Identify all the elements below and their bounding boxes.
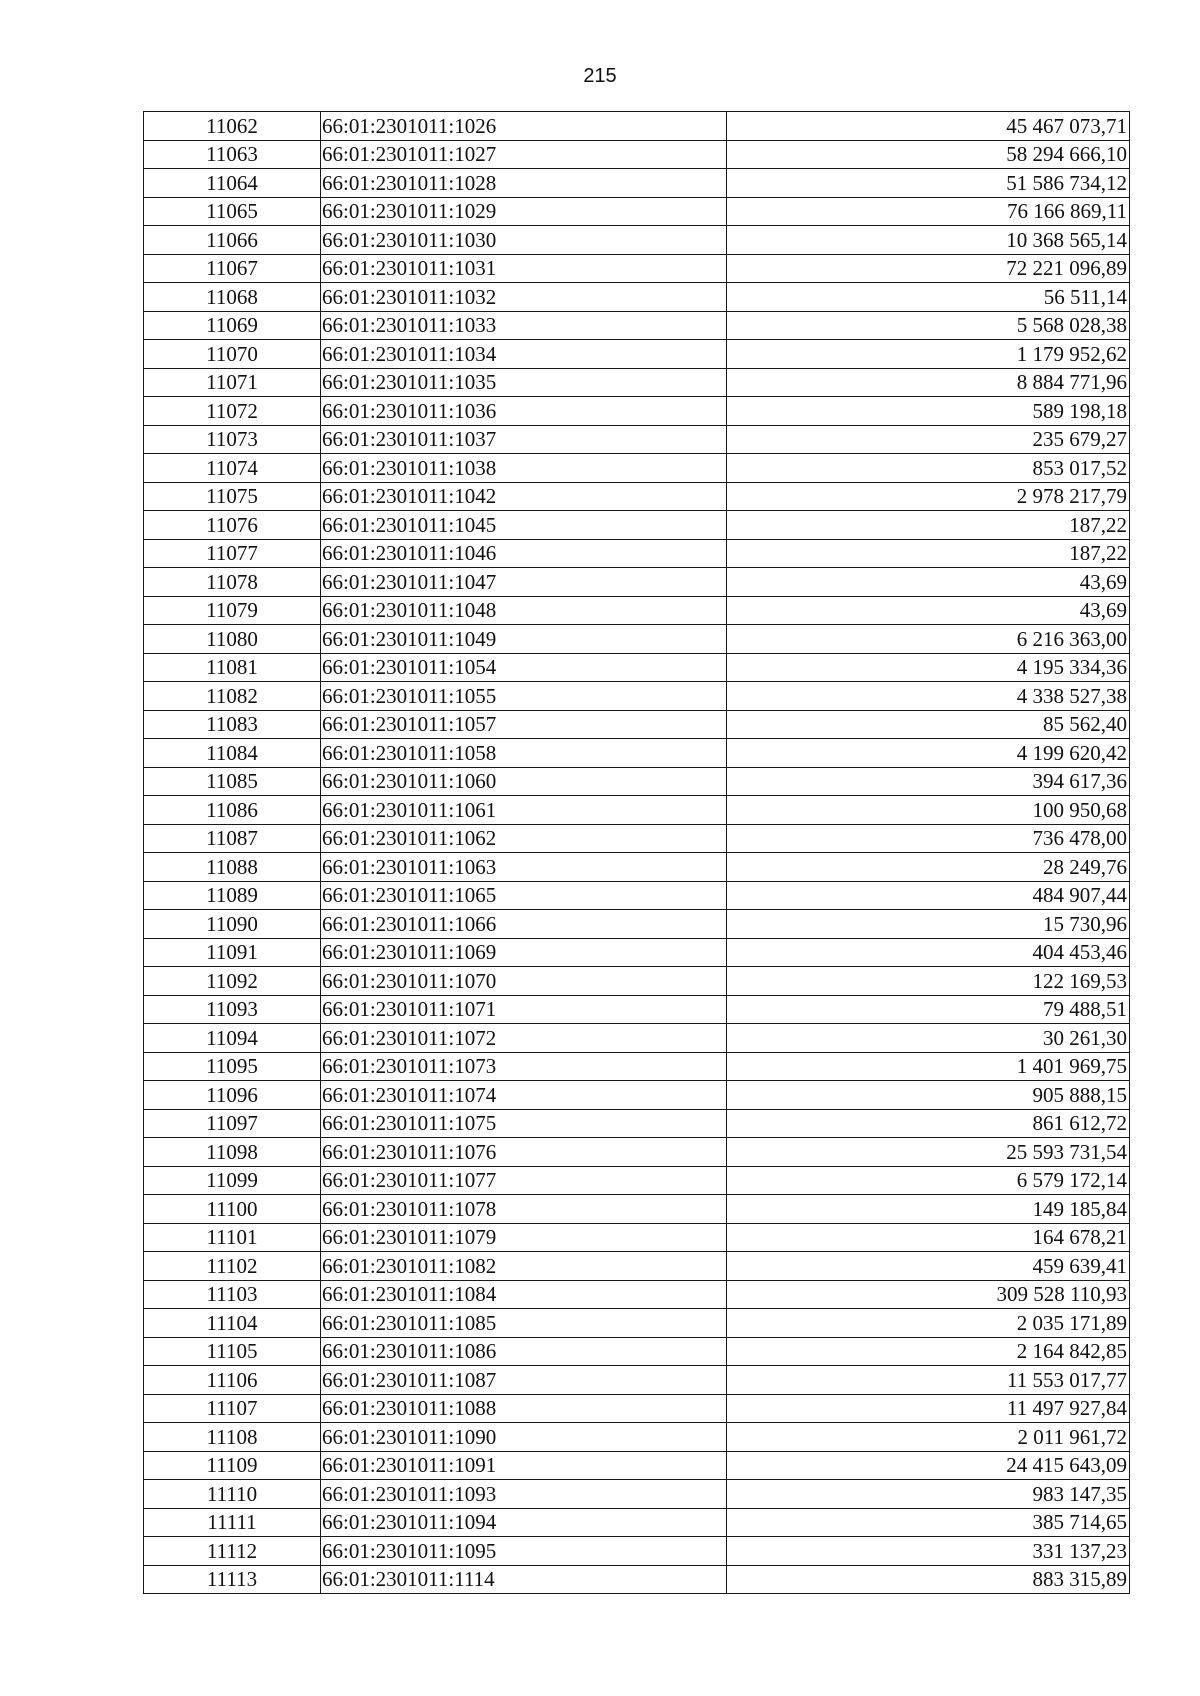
cadastral-number-cell: 66:01:2301011:1084 xyxy=(321,1280,727,1309)
table-row xyxy=(144,653,1130,682)
row-number-cell: 11078 xyxy=(144,568,321,597)
table-row xyxy=(144,967,1130,996)
table-row xyxy=(144,824,1130,853)
cadastral-number-cell: 66:01:2301011:1034 xyxy=(321,340,727,369)
row-number-cell: 11089 xyxy=(144,881,321,910)
row-number-cell: 11069 xyxy=(144,311,321,340)
cadastral-number-cell: 66:01:2301011:1079 xyxy=(321,1223,727,1252)
row-number-cell: 11097 xyxy=(144,1109,321,1138)
cadastral-number-cell: 66:01:2301011:1075 xyxy=(321,1109,727,1138)
table-row xyxy=(144,482,1130,511)
cadastral-value-cell: 4 338 527,38 xyxy=(727,682,1130,711)
cadastral-number-cell: 66:01:2301011:1055 xyxy=(321,682,727,711)
table-row xyxy=(144,283,1130,312)
row-number-cell: 11092 xyxy=(144,967,321,996)
cadastral-number-cell: 66:01:2301011:1091 xyxy=(321,1451,727,1480)
cadastral-value-cell: 187,22 xyxy=(727,539,1130,568)
row-number-cell: 11088 xyxy=(144,853,321,882)
cadastral-value-cell: 484 907,44 xyxy=(727,881,1130,910)
cadastral-value-cell: 28 249,76 xyxy=(727,853,1130,882)
row-number-cell: 11073 xyxy=(144,425,321,454)
cadastral-number-cell: 66:01:2301011:1046 xyxy=(321,539,727,568)
row-number-cell: 11087 xyxy=(144,824,321,853)
cadastral-value-cell: 404 453,46 xyxy=(727,938,1130,967)
cadastral-value-cell: 56 511,14 xyxy=(727,283,1130,312)
table-row xyxy=(144,397,1130,426)
table-body xyxy=(144,112,1130,1594)
cadastral-value-cell: 45 467 073,71 xyxy=(727,112,1130,141)
table-row xyxy=(144,1052,1130,1081)
table-row xyxy=(144,140,1130,169)
cadastral-number-cell: 66:01:2301011:1095 xyxy=(321,1537,727,1566)
row-number-cell: 11091 xyxy=(144,938,321,967)
table-row xyxy=(144,254,1130,283)
row-number-cell: 11079 xyxy=(144,596,321,625)
row-number-cell: 11094 xyxy=(144,1024,321,1053)
row-number-cell: 11064 xyxy=(144,169,321,198)
cadastral-value-cell: 2 164 842,85 xyxy=(727,1337,1130,1366)
row-number-cell: 11065 xyxy=(144,197,321,226)
table-row xyxy=(144,682,1130,711)
cadastral-number-cell: 66:01:2301011:1031 xyxy=(321,254,727,283)
cadastral-value-cell: 51 586 734,12 xyxy=(727,169,1130,198)
cadastral-value-cell: 2 035 171,89 xyxy=(727,1309,1130,1338)
table-row xyxy=(144,169,1130,198)
cadastral-number-cell: 66:01:2301011:1087 xyxy=(321,1366,727,1395)
cadastral-value-cell: 43,69 xyxy=(727,596,1130,625)
cadastral-value-cell: 6 216 363,00 xyxy=(727,625,1130,654)
cadastral-number-cell: 66:01:2301011:1058 xyxy=(321,739,727,768)
table-row xyxy=(144,1166,1130,1195)
cadastral-value-cell: 2 978 217,79 xyxy=(727,482,1130,511)
cadastral-value-cell: 72 221 096,89 xyxy=(727,254,1130,283)
cadastral-number-cell: 66:01:2301011:1026 xyxy=(321,112,727,141)
cadastral-value-cell: 1 179 952,62 xyxy=(727,340,1130,369)
table-row xyxy=(144,511,1130,540)
cadastral-value-cell: 459 639,41 xyxy=(727,1252,1130,1281)
table-row xyxy=(144,539,1130,568)
row-number-cell: 11072 xyxy=(144,397,321,426)
cadastral-value-cell: 187,22 xyxy=(727,511,1130,540)
cadastral-number-cell: 66:01:2301011:1045 xyxy=(321,511,727,540)
table-row xyxy=(144,568,1130,597)
cadastral-number-cell: 66:01:2301011:1093 xyxy=(321,1480,727,1509)
row-number-cell: 11070 xyxy=(144,340,321,369)
cadastral-number-cell: 66:01:2301011:1065 xyxy=(321,881,727,910)
cadastral-value-cell: 43,69 xyxy=(727,568,1130,597)
cadastral-number-cell: 66:01:2301011:1082 xyxy=(321,1252,727,1281)
table-row xyxy=(144,1451,1130,1480)
cadastral-value-cell: 736 478,00 xyxy=(727,824,1130,853)
table-row xyxy=(144,1252,1130,1281)
row-number-cell: 11109 xyxy=(144,1451,321,1480)
table-row xyxy=(144,1223,1130,1252)
row-number-cell: 11081 xyxy=(144,653,321,682)
table-row xyxy=(144,796,1130,825)
cadastral-value-cell: 30 261,30 xyxy=(727,1024,1130,1053)
cadastral-number-cell: 66:01:2301011:1086 xyxy=(321,1337,727,1366)
table-row xyxy=(144,425,1130,454)
table-row xyxy=(144,625,1130,654)
cadastral-value-table xyxy=(143,111,1130,1594)
cadastral-number-cell: 66:01:2301011:1037 xyxy=(321,425,727,454)
cadastral-value-cell: 394 617,36 xyxy=(727,767,1130,796)
cadastral-number-cell: 66:01:2301011:1094 xyxy=(321,1508,727,1537)
cadastral-value-cell: 76 166 869,11 xyxy=(727,197,1130,226)
cadastral-value-cell: 11 553 017,77 xyxy=(727,1366,1130,1395)
row-number-cell: 11095 xyxy=(144,1052,321,1081)
row-number-cell: 11083 xyxy=(144,710,321,739)
row-number-cell: 11111 xyxy=(144,1508,321,1537)
table-row xyxy=(144,1508,1130,1537)
table-row xyxy=(144,1024,1130,1053)
row-number-cell: 11074 xyxy=(144,454,321,483)
row-number-cell: 11086 xyxy=(144,796,321,825)
row-number-cell: 11096 xyxy=(144,1081,321,1110)
table-row xyxy=(144,1309,1130,1338)
cadastral-value-cell: 2 011 961,72 xyxy=(727,1423,1130,1452)
cadastral-number-cell: 66:01:2301011:1042 xyxy=(321,482,727,511)
cadastral-number-cell: 66:01:2301011:1033 xyxy=(321,311,727,340)
cadastral-number-cell: 66:01:2301011:1090 xyxy=(321,1423,727,1452)
cadastral-number-cell: 66:01:2301011:1035 xyxy=(321,368,727,397)
cadastral-number-cell: 66:01:2301011:1071 xyxy=(321,995,727,1024)
row-number-cell: 11066 xyxy=(144,226,321,255)
cadastral-value-cell: 385 714,65 xyxy=(727,1508,1130,1537)
cadastral-value-cell: 861 612,72 xyxy=(727,1109,1130,1138)
row-number-cell: 11107 xyxy=(144,1394,321,1423)
table-row xyxy=(144,881,1130,910)
cadastral-value-cell: 79 488,51 xyxy=(727,995,1130,1024)
table-row xyxy=(144,311,1130,340)
table-row xyxy=(144,226,1130,255)
cadastral-value-cell: 5 568 028,38 xyxy=(727,311,1130,340)
cadastral-number-cell: 66:01:2301011:1030 xyxy=(321,226,727,255)
row-number-cell: 11090 xyxy=(144,910,321,939)
cadastral-value-cell: 85 562,40 xyxy=(727,710,1130,739)
cadastral-number-cell: 66:01:2301011:1085 xyxy=(321,1309,727,1338)
row-number-cell: 11105 xyxy=(144,1337,321,1366)
table-row xyxy=(144,767,1130,796)
row-number-cell: 11106 xyxy=(144,1366,321,1395)
table-row xyxy=(144,112,1130,141)
row-number-cell: 11062 xyxy=(144,112,321,141)
row-number-cell: 11084 xyxy=(144,739,321,768)
row-number-cell: 11112 xyxy=(144,1537,321,1566)
row-number-cell: 11100 xyxy=(144,1195,321,1224)
cadastral-number-cell: 66:01:2301011:1063 xyxy=(321,853,727,882)
cadastral-number-cell: 66:01:2301011:1054 xyxy=(321,653,727,682)
row-number-cell: 11102 xyxy=(144,1252,321,1281)
table-row xyxy=(144,596,1130,625)
cadastral-number-cell: 66:01:2301011:1048 xyxy=(321,596,727,625)
cadastral-value-cell: 6 579 172,14 xyxy=(727,1166,1130,1195)
table-row xyxy=(144,910,1130,939)
table-row xyxy=(144,1280,1130,1309)
cadastral-number-cell: 66:01:2301011:1049 xyxy=(321,625,727,654)
table-row xyxy=(144,1081,1130,1110)
cadastral-number-cell: 66:01:2301011:1036 xyxy=(321,397,727,426)
table-row xyxy=(144,1366,1130,1395)
row-number-cell: 11099 xyxy=(144,1166,321,1195)
cadastral-number-cell: 66:01:2301011:1078 xyxy=(321,1195,727,1224)
cadastral-number-cell: 66:01:2301011:1038 xyxy=(321,454,727,483)
cadastral-number-cell: 66:01:2301011:1074 xyxy=(321,1081,727,1110)
cadastral-number-cell: 66:01:2301011:1032 xyxy=(321,283,727,312)
cadastral-number-cell: 66:01:2301011:1066 xyxy=(321,910,727,939)
cadastral-number-cell: 66:01:2301011:1076 xyxy=(321,1138,727,1167)
cadastral-number-cell: 66:01:2301011:1062 xyxy=(321,824,727,853)
page-number: 215 xyxy=(583,65,617,87)
cadastral-number-cell: 66:01:2301011:1057 xyxy=(321,710,727,739)
cadastral-value-cell: 983 147,35 xyxy=(727,1480,1130,1509)
table-row xyxy=(144,368,1130,397)
row-number-cell: 11110 xyxy=(144,1480,321,1509)
cadastral-value-cell: 4 199 620,42 xyxy=(727,739,1130,768)
table-row xyxy=(144,1138,1130,1167)
cadastral-value-cell: 24 415 643,09 xyxy=(727,1451,1130,1480)
cadastral-number-cell: 66:01:2301011:1027 xyxy=(321,140,727,169)
table-row xyxy=(144,1337,1130,1366)
row-number-cell: 11076 xyxy=(144,511,321,540)
cadastral-value-cell: 309 528 110,93 xyxy=(727,1280,1130,1309)
cadastral-number-cell: 66:01:2301011:1061 xyxy=(321,796,727,825)
cadastral-value-cell: 58 294 666,10 xyxy=(727,140,1130,169)
cadastral-value-cell: 589 198,18 xyxy=(727,397,1130,426)
cadastral-value-cell: 25 593 731,54 xyxy=(727,1138,1130,1167)
cadastral-number-cell: 66:01:2301011:1069 xyxy=(321,938,727,967)
row-number-cell: 11071 xyxy=(144,368,321,397)
cadastral-value-cell: 905 888,15 xyxy=(727,1081,1130,1110)
cadastral-number-cell: 66:01:2301011:1047 xyxy=(321,568,727,597)
cadastral-number-cell: 66:01:2301011:1088 xyxy=(321,1394,727,1423)
row-number-cell: 11080 xyxy=(144,625,321,654)
cadastral-value-cell: 853 017,52 xyxy=(727,454,1130,483)
row-number-cell: 11075 xyxy=(144,482,321,511)
row-number-cell: 11067 xyxy=(144,254,321,283)
cadastral-value-cell: 122 169,53 xyxy=(727,967,1130,996)
cadastral-number-cell: 66:01:2301011:1060 xyxy=(321,767,727,796)
row-number-cell: 11103 xyxy=(144,1280,321,1309)
table-row xyxy=(144,938,1130,967)
table-row xyxy=(144,454,1130,483)
cadastral-value-cell: 235 679,27 xyxy=(727,425,1130,454)
table-row xyxy=(144,197,1130,226)
cadastral-value-cell: 8 884 771,96 xyxy=(727,368,1130,397)
cadastral-value-cell: 15 730,96 xyxy=(727,910,1130,939)
cadastral-value-cell: 149 185,84 xyxy=(727,1195,1130,1224)
row-number-cell: 11077 xyxy=(144,539,321,568)
cadastral-number-cell: 66:01:2301011:1072 xyxy=(321,1024,727,1053)
cadastral-number-cell: 66:01:2301011:1029 xyxy=(321,197,727,226)
table-row xyxy=(144,340,1130,369)
row-number-cell: 11085 xyxy=(144,767,321,796)
table-row xyxy=(144,1537,1130,1566)
row-number-cell: 11101 xyxy=(144,1223,321,1252)
row-number-cell: 11104 xyxy=(144,1309,321,1338)
row-number-cell: 11108 xyxy=(144,1423,321,1452)
cadastral-value-cell: 4 195 334,36 xyxy=(727,653,1130,682)
cadastral-value-cell: 11 497 927,84 xyxy=(727,1394,1130,1423)
table-row xyxy=(144,1394,1130,1423)
table-row xyxy=(144,1109,1130,1138)
table-row xyxy=(144,1480,1130,1509)
table-row xyxy=(144,1195,1130,1224)
cadastral-number-cell: 66:01:2301011:1070 xyxy=(321,967,727,996)
table-row xyxy=(144,1565,1130,1594)
cadastral-value-cell: 164 678,21 xyxy=(727,1223,1130,1252)
row-number-cell: 11063 xyxy=(144,140,321,169)
table-row xyxy=(144,1423,1130,1452)
cadastral-number-cell: 66:01:2301011:1028 xyxy=(321,169,727,198)
cadastral-value-cell: 331 137,23 xyxy=(727,1537,1130,1566)
cadastral-number-cell: 66:01:2301011:1073 xyxy=(321,1052,727,1081)
cadastral-number-cell: 66:01:2301011:1114 xyxy=(321,1565,727,1594)
row-number-cell: 11082 xyxy=(144,682,321,711)
cadastral-value-cell: 1 401 969,75 xyxy=(727,1052,1130,1081)
row-number-cell: 11098 xyxy=(144,1138,321,1167)
cadastral-value-cell: 100 950,68 xyxy=(727,796,1130,825)
row-number-cell: 11113 xyxy=(144,1565,321,1594)
table-row xyxy=(144,739,1130,768)
cadastral-number-cell: 66:01:2301011:1077 xyxy=(321,1166,727,1195)
table-row xyxy=(144,995,1130,1024)
cadastral-value-cell: 883 315,89 xyxy=(727,1565,1130,1594)
table-row xyxy=(144,710,1130,739)
table-row xyxy=(144,853,1130,882)
row-number-cell: 11093 xyxy=(144,995,321,1024)
cadastral-value-cell: 10 368 565,14 xyxy=(727,226,1130,255)
row-number-cell: 11068 xyxy=(144,283,321,312)
